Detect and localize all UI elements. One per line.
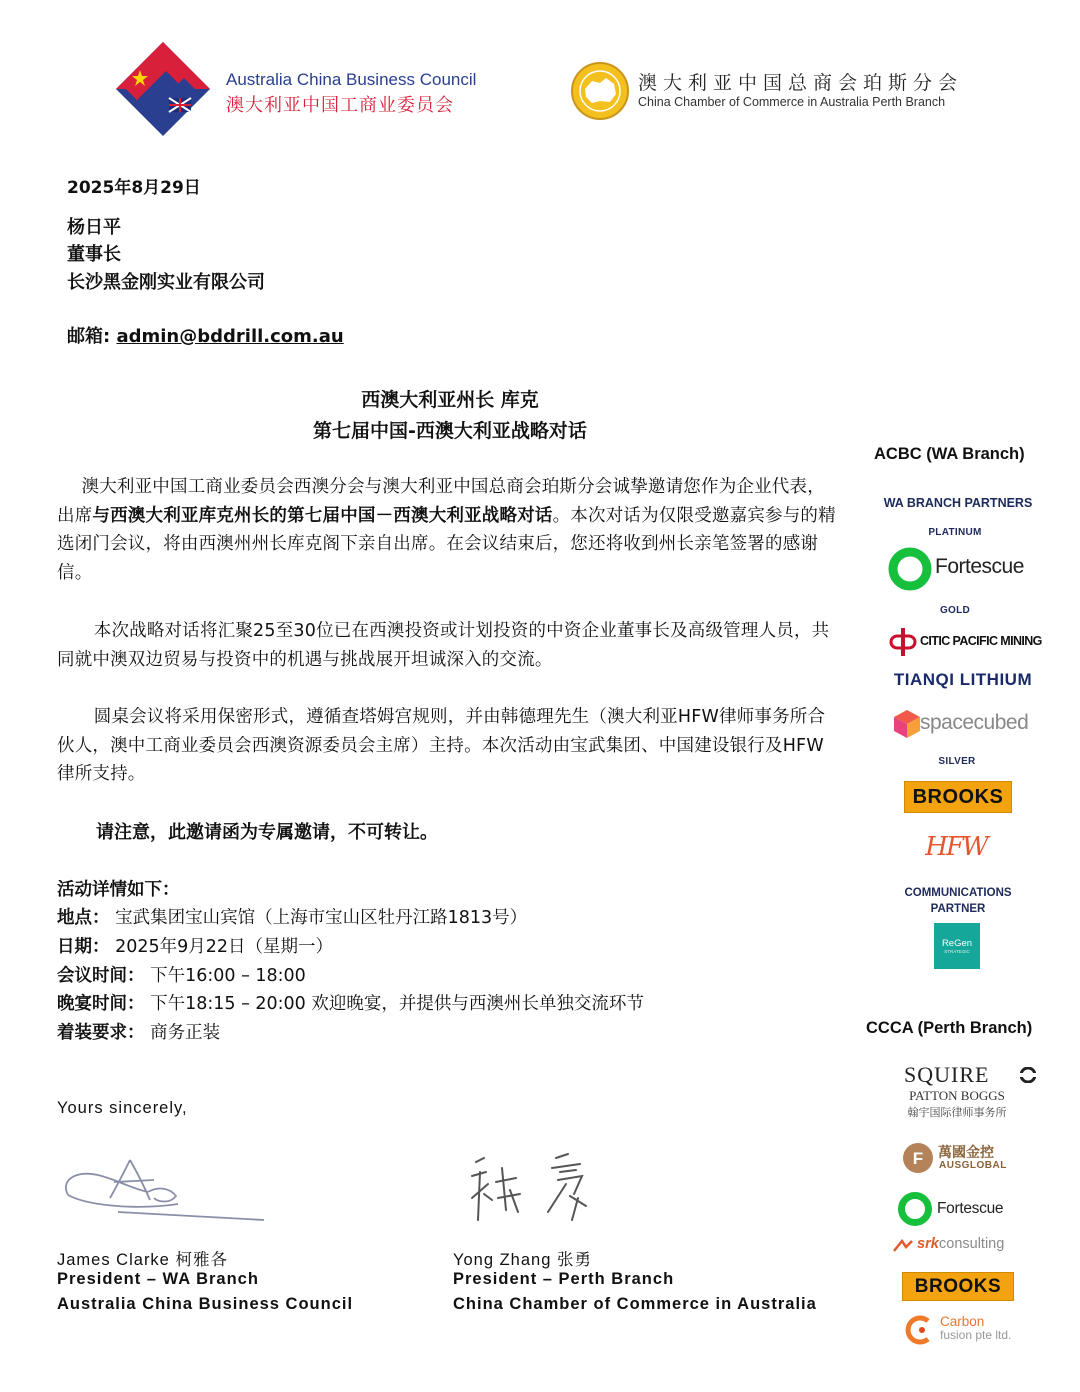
regen-subtext: STRATEGIC — [944, 949, 970, 954]
fortescue2-logo — [897, 1191, 1027, 1227]
regen-logo — [934, 923, 980, 969]
signatory2-title: President – Perth Branch — [453, 1270, 675, 1288]
tier-communications: COMMUNICATIONS — [904, 887, 1012, 899]
squire-text: SQUIRE — [904, 1062, 990, 1087]
brooks2-logo: BROOKS — [902, 1272, 1014, 1301]
srk-text: srk — [917, 1236, 939, 1252]
ausglobal-logo — [902, 1140, 1022, 1176]
citic-text: CITIC PACIFIC MINING — [920, 634, 1042, 648]
detail-dress-code — [57, 1019, 220, 1044]
paragraph-1 — [57, 473, 837, 588]
signatory2-org: China Chamber of Commerce in Australia — [453, 1295, 817, 1313]
signatory1-title: President – WA Branch — [57, 1270, 259, 1288]
recipient-name: 杨日平 — [67, 217, 121, 238]
paragraph-2 — [57, 617, 837, 674]
ccca-name-en: China Chamber of Commerce in Australia Perth Branch — [638, 95, 946, 109]
letter-title-line2: 第七届中国-西澳大利亚战略对话 — [313, 420, 587, 442]
detail-value: 宝武集团宝山宾馆（上海市宝山区牡丹江路1813号） — [115, 908, 528, 928]
paragraph-3-text: 圆桌会议将采用保密形式，遵循查塔姆宫规则，并由韩德理先生（澳大利亚HFW律师事务所合伙人，澳中工商业委员会西澳资源委员会主席）主持。本次活动由宝武集团、中国建设银行及HFW律所支持。 — [57, 707, 826, 785]
tier-platinum: PLATINUM — [928, 527, 982, 538]
letter-date: 2025年8月29日 — [67, 178, 201, 198]
ccca-logo — [570, 61, 630, 121]
email-line — [67, 322, 344, 348]
squire-subtext: PATTON BOGGS — [909, 1088, 1005, 1103]
signature-yong-zhang — [462, 1150, 602, 1235]
hfw-logo: HFW — [925, 832, 987, 862]
detail-location — [57, 904, 527, 929]
letter-title-line1: 西澳大利亚州长 库克 — [361, 389, 539, 411]
ausglobal-emblem-icon — [902, 1142, 934, 1174]
acbc-name-en: Australia China Business Council — [226, 70, 477, 89]
srk-logo — [892, 1236, 1032, 1256]
detail-value: 商务正装 — [150, 1023, 221, 1043]
ccca-emblem-icon — [570, 61, 630, 121]
acbc-logo — [114, 40, 212, 138]
ccca-name-cn: 澳大利亚中国总商会珀斯分会 — [638, 72, 964, 94]
detail-label: 会议时间： — [57, 966, 145, 986]
detail-dinner-time — [57, 990, 644, 1015]
acbc-emblem-icon — [114, 40, 212, 138]
carbonfusion-logo — [904, 1313, 1030, 1347]
citic-emblem-icon — [888, 626, 918, 658]
ausglobal-en-text: AUSGLOBAL — [939, 1160, 1007, 1171]
srk-mark-icon — [892, 1239, 914, 1253]
carbonfusion-text: Carbon — [940, 1314, 985, 1329]
detail-date — [57, 933, 333, 958]
tier-partner: PARTNER — [930, 903, 986, 915]
paragraph-1-text-b: 。本次对话为仅限受邀嘉宾参与的精选闭门会议，将由西澳州州长库克阁下亲自出席。在会议结束后，您还将收到州长亲笔签署的感谢信。 — [57, 505, 836, 584]
fortescue-logo — [888, 544, 1038, 594]
srk-consulting-text: consulting — [939, 1236, 1005, 1252]
detail-label: 着装要求： — [57, 1023, 145, 1043]
fortescue-text: Fortescue — [935, 555, 1024, 578]
fortescue2-ring-icon — [897, 1191, 933, 1227]
detail-label: 地点： — [57, 908, 110, 928]
detail-value: 下午16:00 – 18:00 — [150, 966, 306, 986]
details-heading: 活动详情如下： — [57, 880, 180, 900]
carbonfusion-subtext: fusion pte ltd. — [940, 1328, 1012, 1342]
spacecubed-cube-icon — [892, 708, 922, 740]
paragraph-1-text-a: 澳大利亚中国工商业委员会西澳分会与澳大利亚中国总商会珀斯分会诚挚邀请您作为企业代表，出席 — [57, 477, 825, 526]
acbc-name-cn: 澳大利亚中国工商业委员会 — [226, 95, 454, 116]
squire-cn-text: 翰宇国际律师事务所 — [907, 1106, 1007, 1119]
regen-text: ReGen — [941, 938, 973, 949]
signatory1-name: James Clarke 柯雅各 — [57, 1251, 228, 1269]
detail-value: 2025年9月22日（星期一） — [115, 937, 334, 957]
detail-label: 晚宴时间： — [57, 994, 145, 1014]
detail-value: 下午18:15 – 20:00 欢迎晚宴，并提供与西澳州长单独交流环节 — [150, 994, 644, 1014]
squire-mark-icon — [1020, 1067, 1036, 1083]
sidebar-ccca-heading: CCCA (Perth Branch) — [866, 1019, 1033, 1037]
citic-logo — [888, 626, 1042, 658]
recipient-company: 长沙黑金刚实业有限公司 — [67, 272, 265, 293]
sidebar-acbc-heading: ACBC (WA Branch) — [874, 445, 1025, 463]
partners-title: WA BRANCH PARTNERS — [883, 496, 1033, 510]
brooks-logo: BROOKS — [904, 781, 1012, 813]
detail-label: 日期： — [57, 937, 110, 957]
fortescue2-text: Fortescue — [937, 1200, 1004, 1217]
spacecubed-text: spacecubed — [920, 711, 1029, 734]
recipient-title: 董事长 — [67, 244, 121, 265]
ausglobal-cn-text: 萬國金控 — [938, 1145, 994, 1161]
email-link[interactable]: admin@bddrill.com.au — [116, 326, 344, 347]
carbonfusion-emblem-icon — [904, 1315, 936, 1345]
squire-logo — [882, 1062, 1032, 1120]
email-label: 邮箱: — [67, 326, 117, 347]
spacecubed-logo — [892, 706, 1042, 742]
svg-text:F: F — [912, 1149, 924, 1168]
closing-text: Yours sincerely, — [57, 1099, 188, 1117]
signature-james-clarke — [58, 1140, 268, 1225]
notice-text: 请注意，此邀请函为专属邀请，不可转让。 — [96, 822, 438, 843]
paragraph-1-bold: 与西澳大利亚库克州长的第七届中国－西澳大利亚战略对话 — [92, 505, 553, 526]
tier-silver: SILVER — [938, 756, 976, 767]
signatory2-name: Yong Zhang 张勇 — [453, 1251, 592, 1269]
paragraph-3 — [57, 703, 837, 789]
fortescue-ring-icon — [888, 546, 932, 592]
detail-meeting-time — [57, 962, 306, 987]
signatory1-org: Australia China Business Council — [57, 1295, 354, 1313]
tianqi-logo: TIANQI LITHIUM — [893, 670, 1033, 689]
paragraph-2-text: 本次战略对话将汇聚25至30位已在西澳投资或计划投资的中资企业董事长及高级管理人员，共同就中澳双边贸易与投资中的机遇与挑战展开坦诚深入的交流。 — [57, 621, 830, 670]
tier-gold: GOLD — [939, 605, 971, 616]
